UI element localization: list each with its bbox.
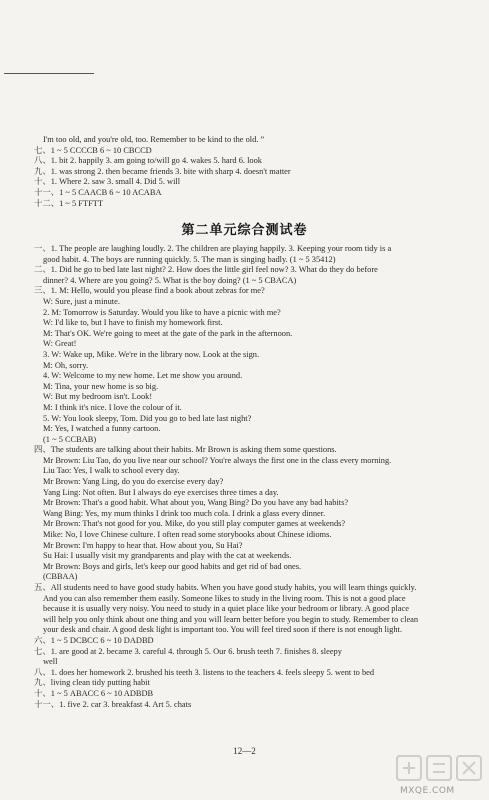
text-line: 一、1. The people are laughing loudly. 2. The children are playing happily. 3. Keeping your room tidy is a xyxy=(34,244,392,253)
text-line: 十一、1. five 2. car 3. breakfast 4. Art 5. chats xyxy=(34,699,192,709)
text-line: because it is usually very noisy. You need to study in a quiet place like your bedroom or library. A good place xyxy=(43,604,409,614)
page-number: 12—2 xyxy=(233,746,256,756)
text-line: (CBBAA) xyxy=(43,572,78,582)
text-line: Wang Bing: Yes, my mum thinks I drink too much cola. I drink a glass every dinner. xyxy=(43,508,326,518)
text-line: W: I'd like to, but I have to finish my homework first. xyxy=(43,318,223,328)
text-line: Mr Brown: I'm happy to hear that. How about you, Su Hai? xyxy=(43,540,243,550)
text-line: 4. W: Welcome to my new home. Let me show you around. xyxy=(43,371,243,381)
text-line: M: Oh, sorry. xyxy=(43,360,89,370)
text-line: 十一、1 ~ 5 CAACB 6 ~ 10 ACABA xyxy=(34,187,162,197)
text-line: 3. W: Wake up, Mike. We're in the library now. Look at the sign. xyxy=(43,349,260,359)
text-line: 八、1. bit 2. happily 3. am going to/will go 4. wakes 5. hard 6. look xyxy=(34,156,262,166)
text-line: M: That's OK. We're going to meet at the gate of the park in the afternoon. xyxy=(43,328,293,338)
text-line: M: I think it's nice. I love the colour of it. xyxy=(43,402,182,412)
text-line: 十、1 ~ 5 ABACC 6 ~ 10 ADBDB xyxy=(34,688,154,698)
text-line: (1 ~ 5 CCBAB) xyxy=(43,434,97,444)
text-line: your desk and chair. A good desk light is important too. You will feel tired soon if there is not enough light. xyxy=(43,625,402,635)
text-line: And you can also remember them easily. Someone likes to study in the living room. This is not a good place xyxy=(43,593,406,603)
text-line: 七、1 ~ 5 CCCCB 6 ~ 10 CBCCD xyxy=(34,145,152,155)
text-line: W: But my bedroom isn't. Look! xyxy=(43,392,153,402)
text-line: dinner? 4. Where are you going? 5. What is the boy doing? (1 ~ 5 CBACA) xyxy=(43,275,297,285)
text-line: 七、1. are good at 2. became 3. careful 4. through 5. Our 6. brush teeth 7. finishes 8. sleepy xyxy=(34,646,342,656)
text-line: 2. M: Tomorrow is Saturday. Would you like to have a picnic with me? xyxy=(43,307,281,317)
text-line: 五、All students need to have good study habits. When you have good study habits, you will learn things quickly. xyxy=(34,583,417,592)
text-line: Su Hai: I usually visit my grandparents and play with the cat at weekends. xyxy=(43,551,292,561)
text-line: Mr Brown: Yang Ling, do you do exercise every day? xyxy=(43,477,224,487)
text-line: Mr Brown: That's not good for you. Mike, do you still play computer games at weekends? xyxy=(43,519,346,529)
text-line: 八、1. does her homework 2. brushed his teeth 3. listens to the teachers 4. feels sleepy 5. went to bed xyxy=(34,667,375,677)
text-line: 六、1 ~ 5 DCBCC 6 ~ 10 DADBD xyxy=(34,635,154,645)
text-line: 九、1. was strong 2. then became friends 3. bite with sharp 4. doesn't matter xyxy=(34,166,291,176)
text-line: M: Yes, I watched a funny cartoon. xyxy=(43,424,161,434)
text-line: 十二、1 ~ 5 FTFTT xyxy=(34,198,103,208)
unit-two-answers xyxy=(34,244,472,710)
text-line: W: Sure, just a minute. xyxy=(43,296,120,306)
text-line: 十、1. Where 2. saw 3. small 4. Did 5. will xyxy=(34,177,181,187)
text-line: Mr Brown: Liu Tao, do you live near our school? You're always the first one in the class every morning. xyxy=(43,455,392,465)
text-line: Yang Ling: Not often. But I always do eye exercises three times a day. xyxy=(43,487,279,497)
text-line: good habit. 4. The boys are running quickly. 5. The man is singing badly. (1 ~ 5 35412) xyxy=(43,254,336,264)
text-line: Mr Brown: That's a good habit. What about you, Wang Bing? Do you have any bad habits? xyxy=(43,498,349,508)
text-line: 九、living clean tidy putting habit xyxy=(34,678,150,688)
text-line: W: Great! xyxy=(43,339,77,349)
text-line: well xyxy=(43,657,58,667)
text-line: 四、The students are talking about their habits. Mr Brown is asking them some questions. xyxy=(34,445,337,455)
watermark-text: MXQE.COM xyxy=(400,786,455,796)
text-line: M: Tina, your new home is so big. xyxy=(43,381,159,391)
previous-unit-answers xyxy=(34,135,472,209)
text-line: Mike: No, I love Chinese culture. I often read some storybooks about Chinese idioms. xyxy=(43,530,332,540)
text-line: Mr Brown: Boys and girls, let's keep our good habits and get rid of bad ones. xyxy=(43,561,302,571)
text-line: Liu Tao: Yes, I walk to school every day. xyxy=(43,466,180,476)
text-line: I'm too old, and you're old, too. Remember to be kind to the old. ” xyxy=(43,135,265,144)
text-line: 三、1. M: Hello, would you please find a book about zebras for me? xyxy=(34,286,265,296)
section-title: 第二单元综合测试卷 xyxy=(181,223,308,238)
header-rule xyxy=(4,73,94,74)
text-line: 5. W: You look sleepy, Tom. Did you go to bed late last night? xyxy=(43,413,252,423)
text-line: 二、1. Did he go to bed late last night? 2. How does the little girl feel now? 3. What do they do before xyxy=(34,265,378,275)
text-line: will help you only think about one thing and you will learn better before you begin to study. Remember to clean xyxy=(43,614,419,624)
